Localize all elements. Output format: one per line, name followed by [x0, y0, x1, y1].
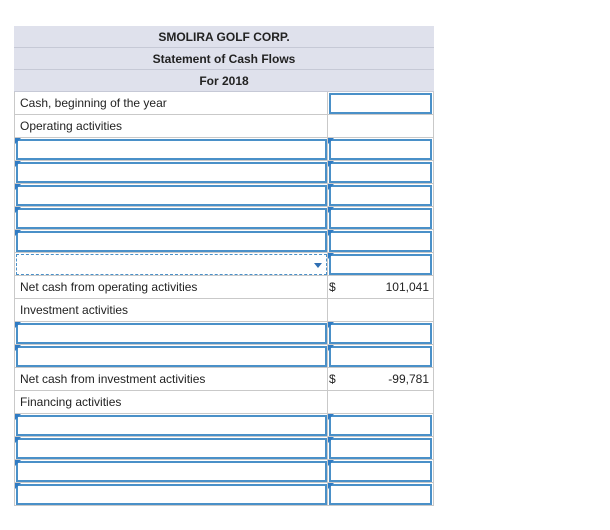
operating-input-row	[14, 230, 434, 253]
operating-input-row	[14, 161, 434, 184]
dropdown-marker-icon	[15, 483, 21, 489]
cash-beginning-label: Cash, beginning of the year	[14, 92, 327, 115]
dropdown-marker-icon	[15, 138, 21, 144]
operating-select-cell	[14, 253, 327, 276]
currency-symbol: $	[329, 372, 336, 386]
operating-item-cell	[14, 207, 327, 230]
cash-beginning-cell	[327, 92, 434, 115]
dropdown-marker-icon	[328, 437, 334, 443]
investment-input-row	[14, 322, 434, 345]
investment-input-row	[14, 345, 434, 368]
financing-item-input[interactable]	[16, 484, 327, 505]
dropdown-marker-icon	[15, 460, 21, 466]
operating-item-cell	[14, 230, 327, 253]
financing-input-row	[14, 483, 434, 506]
cash-beginning-input[interactable]	[329, 93, 432, 114]
company-name: SMOLIRA GOLF CORP.	[14, 26, 434, 48]
dropdown-marker-icon	[328, 460, 334, 466]
dropdown-marker-icon	[15, 322, 21, 328]
operating-item-input[interactable]	[16, 231, 327, 252]
financing-item-input[interactable]	[16, 461, 327, 482]
financing-item-input[interactable]	[16, 415, 327, 436]
dropdown-marker-icon	[328, 184, 334, 190]
dropdown-marker-icon	[15, 414, 21, 420]
investment-heading: Investment activities	[14, 299, 327, 322]
currency-symbol: $	[329, 280, 336, 294]
financing-item-input[interactable]	[16, 438, 327, 459]
financing-amount-input[interactable]	[329, 461, 432, 482]
investment-heading-value-cell	[327, 299, 434, 322]
net-operating-label: Net cash from operating activities	[14, 276, 327, 299]
operating-amount-cell	[327, 184, 434, 207]
operating-amount-input[interactable]	[329, 162, 432, 183]
operating-input-row	[14, 184, 434, 207]
investment-amount-cell	[327, 322, 434, 345]
financing-amount-input[interactable]	[329, 438, 432, 459]
statement-period: For 2018	[14, 70, 434, 92]
dropdown-marker-icon	[328, 322, 334, 328]
net-operating-value: 101,041	[385, 280, 429, 294]
operating-item-input[interactable]	[16, 185, 327, 206]
operating-heading-row	[14, 115, 434, 138]
operating-amount-cell	[327, 230, 434, 253]
net-investment-value-cell	[327, 368, 434, 391]
operating-heading-value-cell	[327, 115, 434, 138]
operating-amount-cell	[327, 138, 434, 161]
operating-amount-input[interactable]	[329, 185, 432, 206]
statement-title: Statement of Cash Flows	[14, 48, 434, 70]
dropdown-marker-icon	[328, 161, 334, 167]
net-operating-value-cell	[327, 276, 434, 299]
operating-item-cell	[14, 138, 327, 161]
dropdown-marker-icon	[328, 345, 334, 351]
financing-item-cell	[14, 414, 327, 437]
operating-item-select[interactable]	[16, 254, 327, 275]
operating-amount-input[interactable]	[329, 231, 432, 252]
investment-amount-cell	[327, 345, 434, 368]
dropdown-marker-icon	[328, 253, 334, 259]
operating-amount-input[interactable]	[329, 208, 432, 229]
net-operating-row	[14, 276, 434, 299]
financing-amount-cell	[327, 437, 434, 460]
financing-amount-cell	[327, 414, 434, 437]
cash-beginning-row	[14, 92, 434, 115]
financing-input-row	[14, 460, 434, 483]
operating-input-row	[14, 138, 434, 161]
financing-input-row	[14, 437, 434, 460]
investment-amount-input[interactable]	[329, 323, 432, 344]
chevron-down-icon	[314, 263, 322, 268]
financing-amount-cell	[327, 483, 434, 506]
dropdown-marker-icon	[328, 138, 334, 144]
financing-item-cell	[14, 437, 327, 460]
dropdown-marker-icon	[15, 437, 21, 443]
operating-amount-cell	[327, 161, 434, 184]
operating-amount-cell	[327, 253, 434, 276]
financing-heading-row	[14, 391, 434, 414]
operating-input-row	[14, 207, 434, 230]
financing-item-cell	[14, 483, 327, 506]
dropdown-marker-icon	[328, 414, 334, 420]
financing-amount-input[interactable]	[329, 484, 432, 505]
financing-item-cell	[14, 460, 327, 483]
operating-select-row	[14, 253, 434, 276]
dropdown-marker-icon	[15, 345, 21, 351]
net-investment-label: Net cash from investment activities	[14, 368, 327, 391]
operating-amount-input[interactable]	[329, 139, 432, 160]
net-investment-row	[14, 368, 434, 391]
investment-item-cell	[14, 322, 327, 345]
cash-flow-statement	[14, 26, 434, 506]
operating-item-input[interactable]	[16, 139, 327, 160]
dropdown-marker-icon	[15, 207, 21, 213]
financing-input-row	[14, 414, 434, 437]
investment-item-input[interactable]	[16, 323, 327, 344]
operating-item-cell	[14, 184, 327, 207]
investment-item-input[interactable]	[16, 346, 327, 367]
dropdown-marker-icon	[15, 184, 21, 190]
financing-amount-cell	[327, 460, 434, 483]
financing-heading-value-cell	[327, 391, 434, 414]
select-toggle[interactable]	[311, 257, 325, 272]
net-investment-value: -99,781	[388, 372, 429, 386]
operating-item-input[interactable]	[16, 162, 327, 183]
dropdown-marker-icon	[328, 230, 334, 236]
operating-amount-cell	[327, 207, 434, 230]
dropdown-marker-icon	[15, 161, 21, 167]
dropdown-marker-icon	[328, 207, 334, 213]
dropdown-marker-icon	[328, 483, 334, 489]
financing-heading: Financing activities	[14, 391, 327, 414]
operating-heading: Operating activities	[14, 115, 327, 138]
investment-amount-input[interactable]	[329, 346, 432, 367]
investment-heading-row	[14, 299, 434, 322]
dropdown-marker-icon	[15, 230, 21, 236]
operating-amount-input[interactable]	[329, 254, 432, 275]
operating-item-input[interactable]	[16, 208, 327, 229]
financing-amount-input[interactable]	[329, 415, 432, 436]
operating-item-cell	[14, 161, 327, 184]
investment-item-cell	[14, 345, 327, 368]
